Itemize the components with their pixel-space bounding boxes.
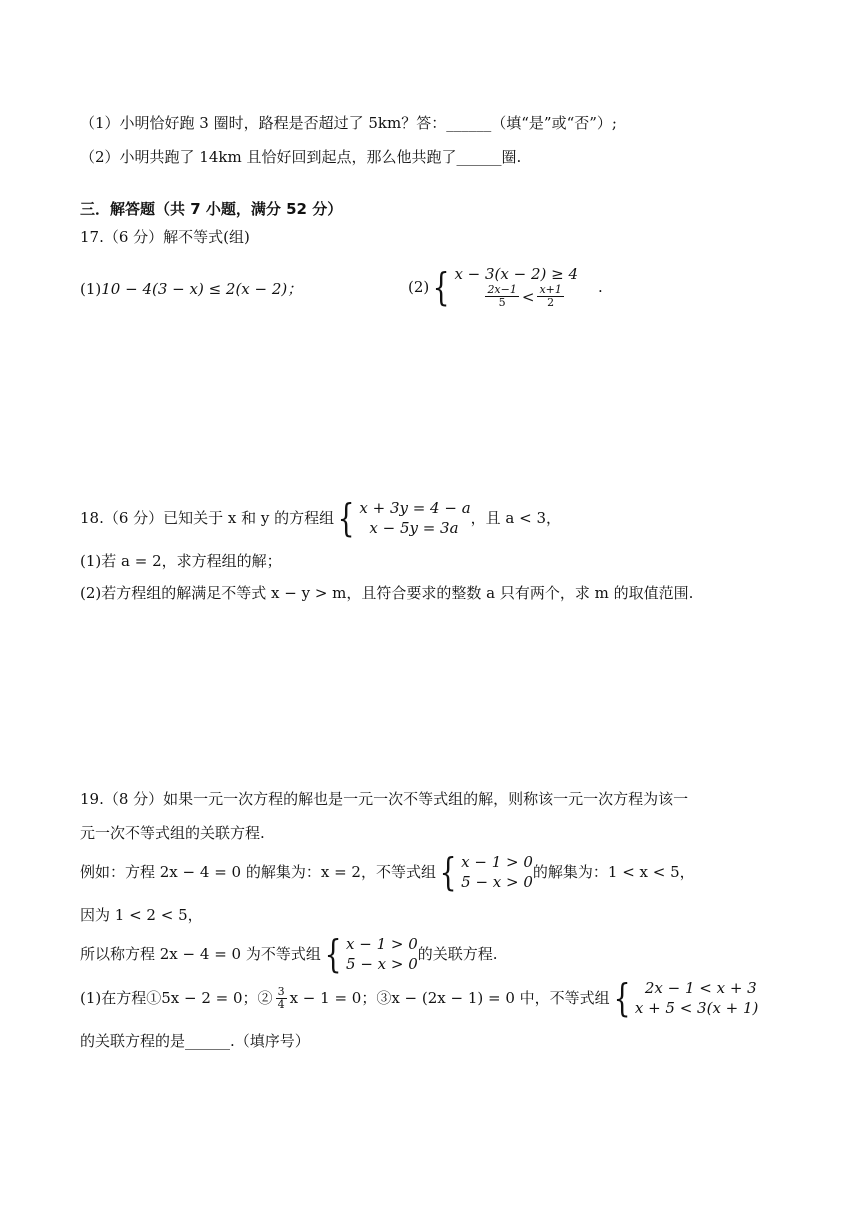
q17-frac-right-num: x+1 bbox=[539, 283, 562, 296]
q19-example-row2: 5 − x > 0 bbox=[461, 873, 533, 891]
q19-part1-system bbox=[610, 978, 759, 1018]
brace-icon: { bbox=[337, 496, 355, 540]
q17-part2-period: . bbox=[598, 277, 603, 296]
brace-icon: { bbox=[613, 976, 631, 1020]
q19-because: 因为 1 < 2 < 5， bbox=[80, 906, 203, 924]
q19-so-row1: x − 1 > 0 bbox=[346, 935, 418, 953]
q19-so-post: 的关联方程. bbox=[417, 945, 498, 963]
q17-frac-right-den: 2 bbox=[547, 296, 555, 309]
q19-example-pre: 例如：方程 2x − 4 = 0 的解集为：x = 2，不等式组 bbox=[80, 863, 436, 881]
q17-part2-label: (2) bbox=[408, 277, 430, 296]
q17-less-than: < bbox=[521, 287, 535, 306]
q17-frac-left-num: 2x−1 bbox=[487, 283, 517, 296]
brace-icon: { bbox=[324, 932, 342, 976]
q17-part1 bbox=[80, 278, 302, 300]
q18-equation-system bbox=[334, 498, 470, 538]
q17-fraction-left bbox=[485, 284, 518, 309]
q19-example bbox=[80, 852, 695, 892]
q17-fraction-right bbox=[537, 284, 563, 309]
q19-frac-num: 3 bbox=[277, 984, 285, 998]
q18-system-row1: x + 3y = 4 − a bbox=[359, 499, 471, 517]
q18-system-row2: x − 5y = 3a bbox=[369, 519, 459, 537]
q19-part1-mid: x − 1 = 0；③x − (2x − 1) = 0 中，不等式组 bbox=[289, 989, 610, 1007]
q19-so-pre: 所以称方程 2x − 4 = 0 为不等式组 bbox=[80, 945, 321, 963]
q19-part1-tail: 的关联方程的是______.（填序号） bbox=[80, 1032, 310, 1050]
q19-example-post: 的解集为：1 < x < 5， bbox=[532, 863, 695, 881]
q19-part1 bbox=[80, 978, 758, 1018]
q19-example-row1: x − 1 > 0 bbox=[461, 853, 533, 871]
q19-frac-den: 4 bbox=[277, 997, 285, 1011]
q17-inequality-system bbox=[429, 264, 578, 309]
q19-heading-line2: 元一次不等式组的关联方程. bbox=[80, 824, 265, 842]
q18-part1: (1)若 a = 2，求方程组的解； bbox=[80, 552, 282, 570]
q19-part1-row2: x + 5 < 3(x + 1) bbox=[634, 999, 759, 1017]
q19-heading-line1: 19.（8 分）如果一元一次方程的解也是一元一次不等式组的解，则称该一元一次方程为该一 bbox=[80, 790, 689, 808]
q17-system-row1: x − 3(x − 2) ≥ 4 bbox=[454, 265, 579, 283]
q17-system-row2 bbox=[454, 284, 578, 309]
q17-part1-label: (1) bbox=[80, 280, 102, 298]
brace-icon: { bbox=[432, 264, 450, 309]
q19-so bbox=[80, 934, 498, 974]
q19-example-system bbox=[436, 852, 533, 892]
q19-so-system bbox=[321, 934, 418, 974]
q19-part1-fraction bbox=[276, 986, 287, 1011]
q19-part1-row1: 2x − 1 < x + 3 bbox=[644, 979, 757, 997]
section-title: 三．解答题（共 7 小题，满分 52 分） bbox=[80, 200, 343, 218]
q17-part1-expr: 10 − 4(3 − x) ≤ 2(x − 2)； bbox=[101, 280, 303, 298]
q16-part1: （1）小明恰好跑 3 圈时，路程是否超过了 5km？答：______（填“是”或“否”）; bbox=[80, 114, 617, 132]
brace-icon: { bbox=[439, 850, 457, 894]
q17-part2 bbox=[408, 264, 603, 309]
q18-heading bbox=[80, 498, 561, 538]
q17-heading: 17.（6 分）解不等式(组) bbox=[80, 228, 250, 246]
q16-part2: （2）小明共跑了 14km 且恰好回到起点，那么他共跑了______圈. bbox=[80, 148, 522, 166]
q18-heading-text: 18.（6 分）已知关于 x 和 y 的方程组 bbox=[80, 509, 335, 527]
q19-part1-pre: (1)在方程①5x − 2 = 0；② bbox=[80, 989, 273, 1007]
q17-frac-left-den: 5 bbox=[498, 296, 506, 309]
q18-part2: (2)若方程组的解满足不等式 x − y > m，且符合要求的整数 a 只有两个，求 m 的取值范围. bbox=[80, 584, 694, 602]
q19-so-row2: 5 − x > 0 bbox=[346, 955, 418, 973]
q18-heading-tail: ，且 a < 3， bbox=[470, 509, 562, 527]
